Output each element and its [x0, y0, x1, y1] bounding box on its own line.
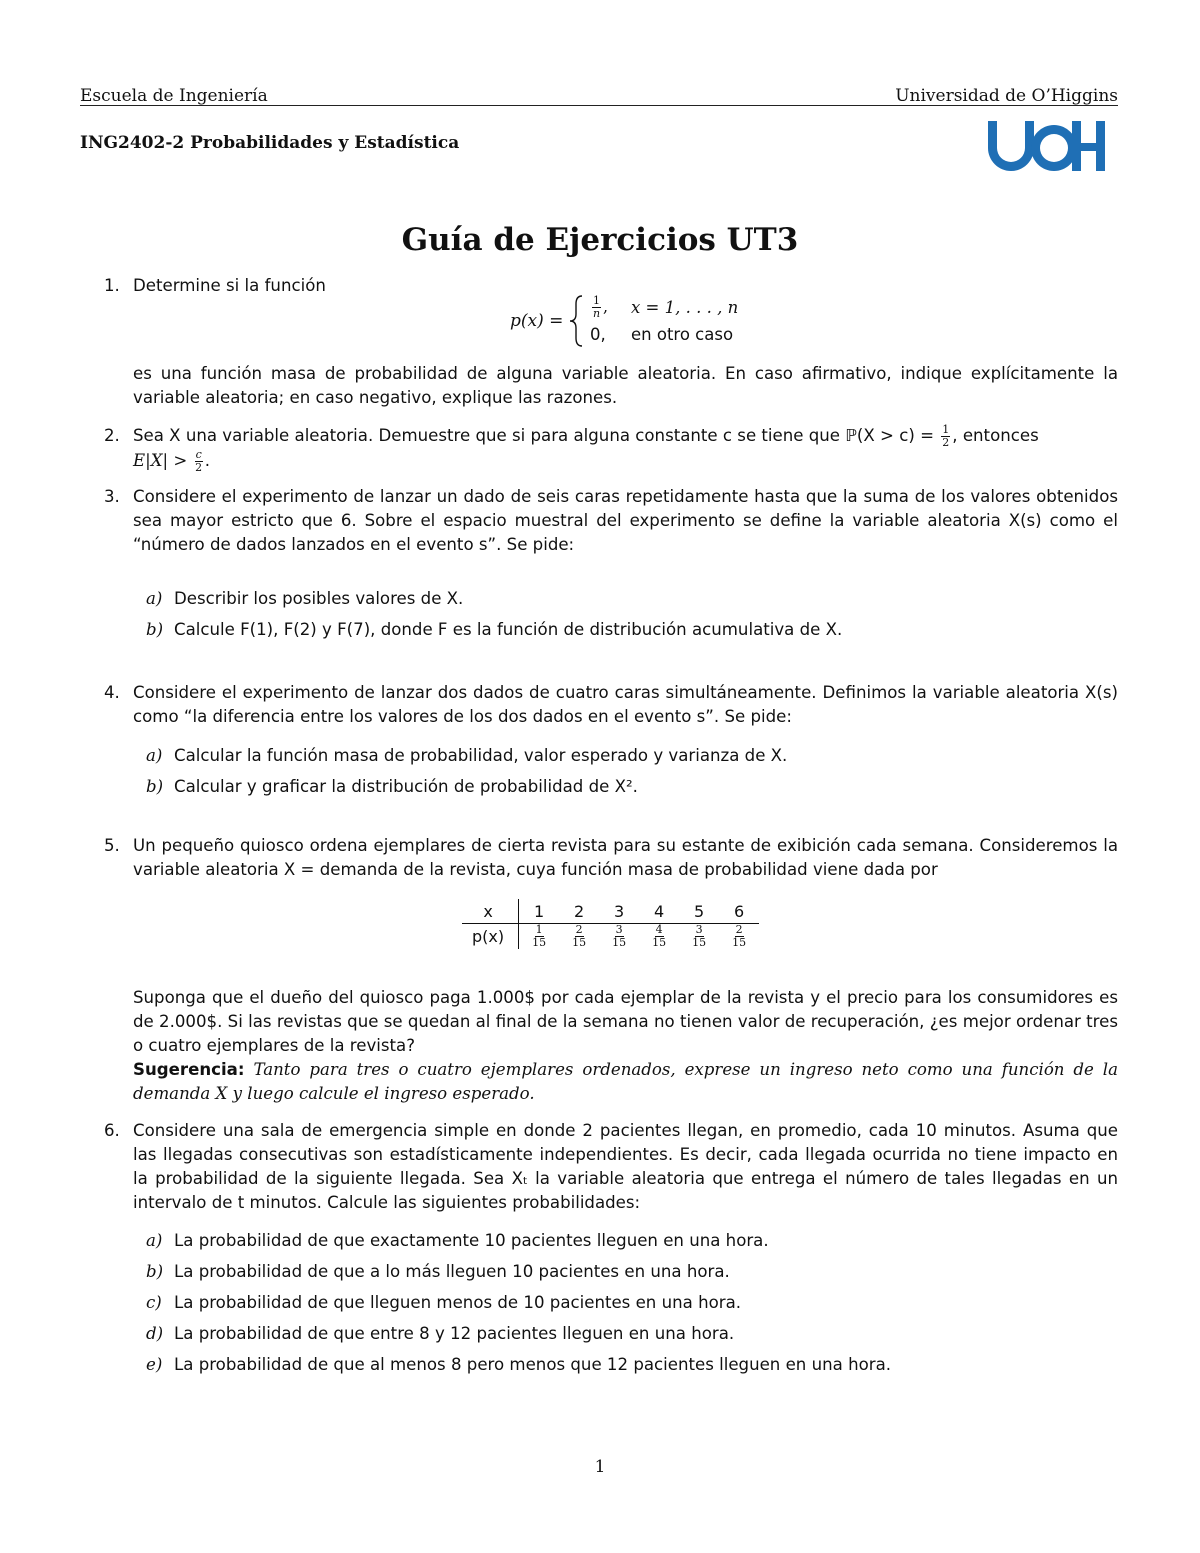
pmf-p-value: $\frac{4}{15}$	[652, 923, 667, 949]
pmf-p-label: p(x)	[462, 924, 519, 950]
course-name: ING2402-2 Probabilidades y Estadística	[80, 133, 460, 153]
page-number: 1	[594, 1457, 606, 1477]
ex4-text: Considere el experimento de lanzar dos dados de cuatro caras simultáneamente. Definimos la variable aleatoria X(s) como “la diferencia entre los valores de los dos dados en el evento s”. Se pide:	[133, 683, 1118, 726]
ex1-number: 1.	[104, 276, 120, 295]
ex6-item-d: d) La probabilidad de que entre 8 y 12 pacientes lleguen en una hora.	[146, 1324, 735, 1343]
pmf-x-value: 5	[679, 899, 719, 924]
pmf-x-value: 1	[519, 899, 560, 924]
ex1-case2-condition: en otro caso	[631, 325, 734, 344]
ex6-item-b: b) La probabilidad de que a lo más lleguen 10 pacientes en una hora.	[146, 1262, 730, 1281]
ex1-text: es una función masa de probabilidad de alguna variable aleatoria. En caso afirmativo, indique explícitamente la variable aleatoria; en caso negativo, explique las razones.	[133, 364, 1118, 407]
ex1-intro: Determine si la función	[133, 276, 326, 295]
pmf-p-value: $\frac{1}{15}$	[532, 923, 547, 949]
pmf-x-value: 2	[559, 899, 599, 924]
pmf-x-label: x	[462, 899, 519, 924]
ex6-item-c: c) La probabilidad de que lleguen menos de 10 pacientes en una hora.	[146, 1293, 742, 1312]
document-title: Guía de Ejercicios UT3	[401, 222, 799, 258]
pmf-x-value: 4	[639, 899, 679, 924]
pmf-row-x	[462, 899, 759, 924]
pmf-p-value: $\frac{3}{15}$	[612, 923, 627, 949]
ex2-text: Sea X una variable aleatoria. Demuestre que si para alguna constante c se tiene que ℙ(X > c) = $\frac{1}{2}$ , entonces E|X| > $\frac{c}{2}$ .	[133, 423, 1039, 474]
ex6-item-e: e) La probabilidad de que al menos 8 pero menos que 12 pacientes lleguen en una hora.	[146, 1355, 892, 1374]
ex5-number: 5.	[104, 836, 120, 855]
ex1-formula-lhs: p(x) =	[510, 311, 564, 331]
ex5-text: Un pequeño quiosco ordena ejemplares de cierta revista para su estante de exibición cada semana. Consideremos la variable aleatoria X = demanda de la revista, cuya función masa de probabilidad viene dada por	[133, 836, 1118, 879]
ex1-brace	[568, 294, 584, 348]
ex4-number: 4.	[104, 683, 120, 702]
ex1-case1-condition: x = 1, . . . , n	[631, 298, 739, 317]
pmf-x-value: 6	[719, 899, 759, 924]
pmf-p-value: $\frac{2}{15}$	[572, 923, 587, 949]
pmf-p-value: $\frac{3}{15}$	[692, 923, 707, 949]
uoh-logo	[988, 117, 1108, 173]
ex6-number: 6.	[104, 1121, 120, 1140]
university-name: Universidad de O’Higgins	[895, 86, 1118, 106]
ex5-text2: Suponga que el dueño del quiosco paga 1.000$ por cada ejemplar de la revista y el precio para los consumidores es de 2.000$. Si las revistas que se quedan al final de la semana no tienen valor de recuperación, ¿es mejor ordenar tres o cuatro ejemplares de la revista?	[133, 988, 1118, 1055]
school-name: Escuela de Ingeniería	[80, 86, 268, 106]
ex3-text: Considere el experimento de lanzar un dado de seis caras repetidamente hasta que la suma de los valores obtenidos sea mayor estricto que 6. Sobre el espacio muestral del experimento se define la variable aleatoria X(s) como el “número de dados lanzados en el evento s”. Se pide:	[133, 487, 1118, 554]
ex3-item-b: b) Calcule F(1), F(2) y F(7), donde F es la función de distribución acumulativa de X.	[146, 620, 843, 639]
ex1-case2-value: 0,	[590, 325, 606, 344]
ex6-text: Considere una sala de emergencia simple en donde 2 pacientes llegan, en promedio, cada 10 minutos. Asuma que las llegadas consecutivas son estadísticamente independientes. Es decir, cada llegada ocurrida no tiene impacto en la probabilidad de la siguiente llegada. Sea Xₜ la variable aleatoria que entrega el número de tales llegadas en un intervalo de t minutos. Calcule las siguientes probabilidades:	[133, 1121, 1118, 1212]
ex4-item-a: a) Calcular la función masa de probabilidad, valor esperado y varianza de X.	[146, 746, 788, 765]
pmf-row-p	[462, 924, 759, 950]
pmf-x-value: 3	[599, 899, 639, 924]
pmf-p-value: $\frac{2}{15}$	[732, 923, 747, 949]
ex1-case1-value: $\frac{1}{n}$ ,	[592, 294, 609, 320]
ex3-number: 3.	[104, 487, 120, 506]
ex4-item-b: b) Calcular y graficar la distribución de probabilidad de X².	[146, 777, 638, 796]
ex3-item-a: a) Describir los posibles valores de X.	[146, 589, 464, 608]
ex2-number: 2.	[104, 426, 120, 445]
pmf-table	[462, 899, 759, 949]
header-rule	[80, 105, 1118, 106]
ex5-hint: Sugerencia: Tanto para tres o cuatro ejemplares ordenados, exprese un ingreso neto como una función de la demanda X y luego calcule el ingreso esperado.	[133, 1060, 1118, 1103]
ex6-item-a: a) La probabilidad de que exactamente 10 pacientes lleguen en una hora.	[146, 1231, 769, 1250]
